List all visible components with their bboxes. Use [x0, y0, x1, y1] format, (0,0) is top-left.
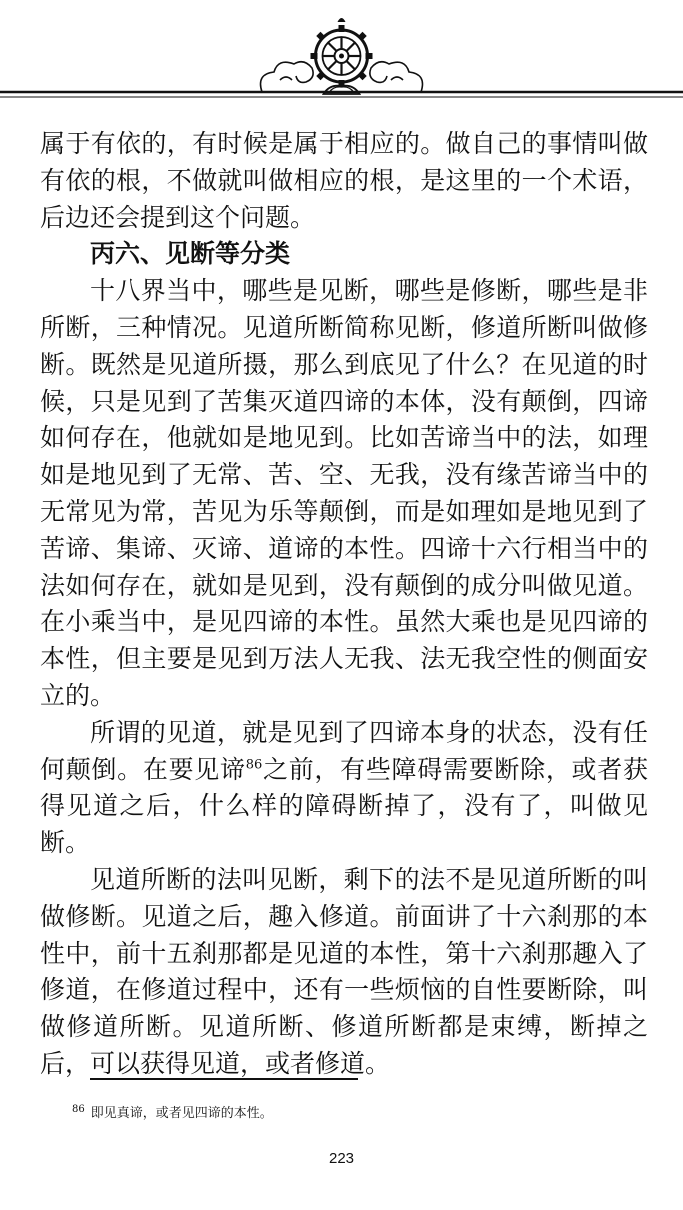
footnote-number: 86 — [72, 1103, 85, 1115]
paragraph: 见道所断的法叫见断，剩下的法不是见道所断的叫做修断。见道之后，趣入修道。前面讲了十六刹那的本性中，前十五刹那都是见道的本性，第十六刹那趣入了修道，在修道过程中，还有一些烦恼的自性要断除，叫做修道所断。见道所断、修道所断都是束缚，断掉之后，可以获得见道，或者修道。 — [40, 864, 648, 1078]
cloud-left-icon — [261, 62, 314, 92]
paragraph-text: 之前，有些障碍需要断除，或者获得见道之后，什么样的障碍断掉了，没有了，叫做见断。 — [40, 754, 648, 858]
paragraph-continuation: 属于有依的，有时候是属于相应的。做自己的事情叫做有依的根，不做就叫做相应的根，是这里的一个术语，后边还会提到这个问题。 — [40, 129, 648, 232]
footnote-text: 即见真谛，或者见四谛的本性。 — [90, 1106, 273, 1121]
paragraph-with-footnote — [40, 715, 648, 862]
footnote — [72, 1104, 632, 1124]
page-number: 223 — [328, 1150, 355, 1167]
footnote-divider — [90, 1078, 358, 1080]
dharma-wheel-icon — [311, 18, 373, 94]
section-heading: 丙六、见断等分类 — [90, 239, 291, 269]
body-text — [40, 126, 648, 1083]
paragraph-text: 所谓的见道，就是见到了四谛本身的状态，没有任何颠倒。在要见谛 — [40, 717, 648, 784]
footnote-reference[interactable]: 86 — [245, 757, 263, 773]
cloud-right-icon — [370, 62, 423, 92]
paragraph: 十八界当中，哪些是见断，哪些是修断，哪些是非所断，三种情况。见道所断简称见断，修道所断叫做修断。既然是见道所摄，那么到底见了什么？在见道的时候，只是见到了苦集灭道四谛的本体，没有颠倒，四谛如何存在，他就如是地见到。比如苦谛当中的法，如理如是地见到了无常、苦、空、无我，没有缘苦谛当中的无常见为常，苦见为乐等颠倒，而是如理如是地见到了苦谛、集谛、灭谛、道谛的本性。四谛十六行相当中的法如何存在，就如是见到，没有颠倒的成分叫做见道。在小乘当中，是见四谛的本性。虽然大乘也是见四谛的本性，但主要是见到万法人无我、法无我空性的侧面安立的。 — [40, 276, 648, 710]
header-ornament — [0, 0, 683, 110]
